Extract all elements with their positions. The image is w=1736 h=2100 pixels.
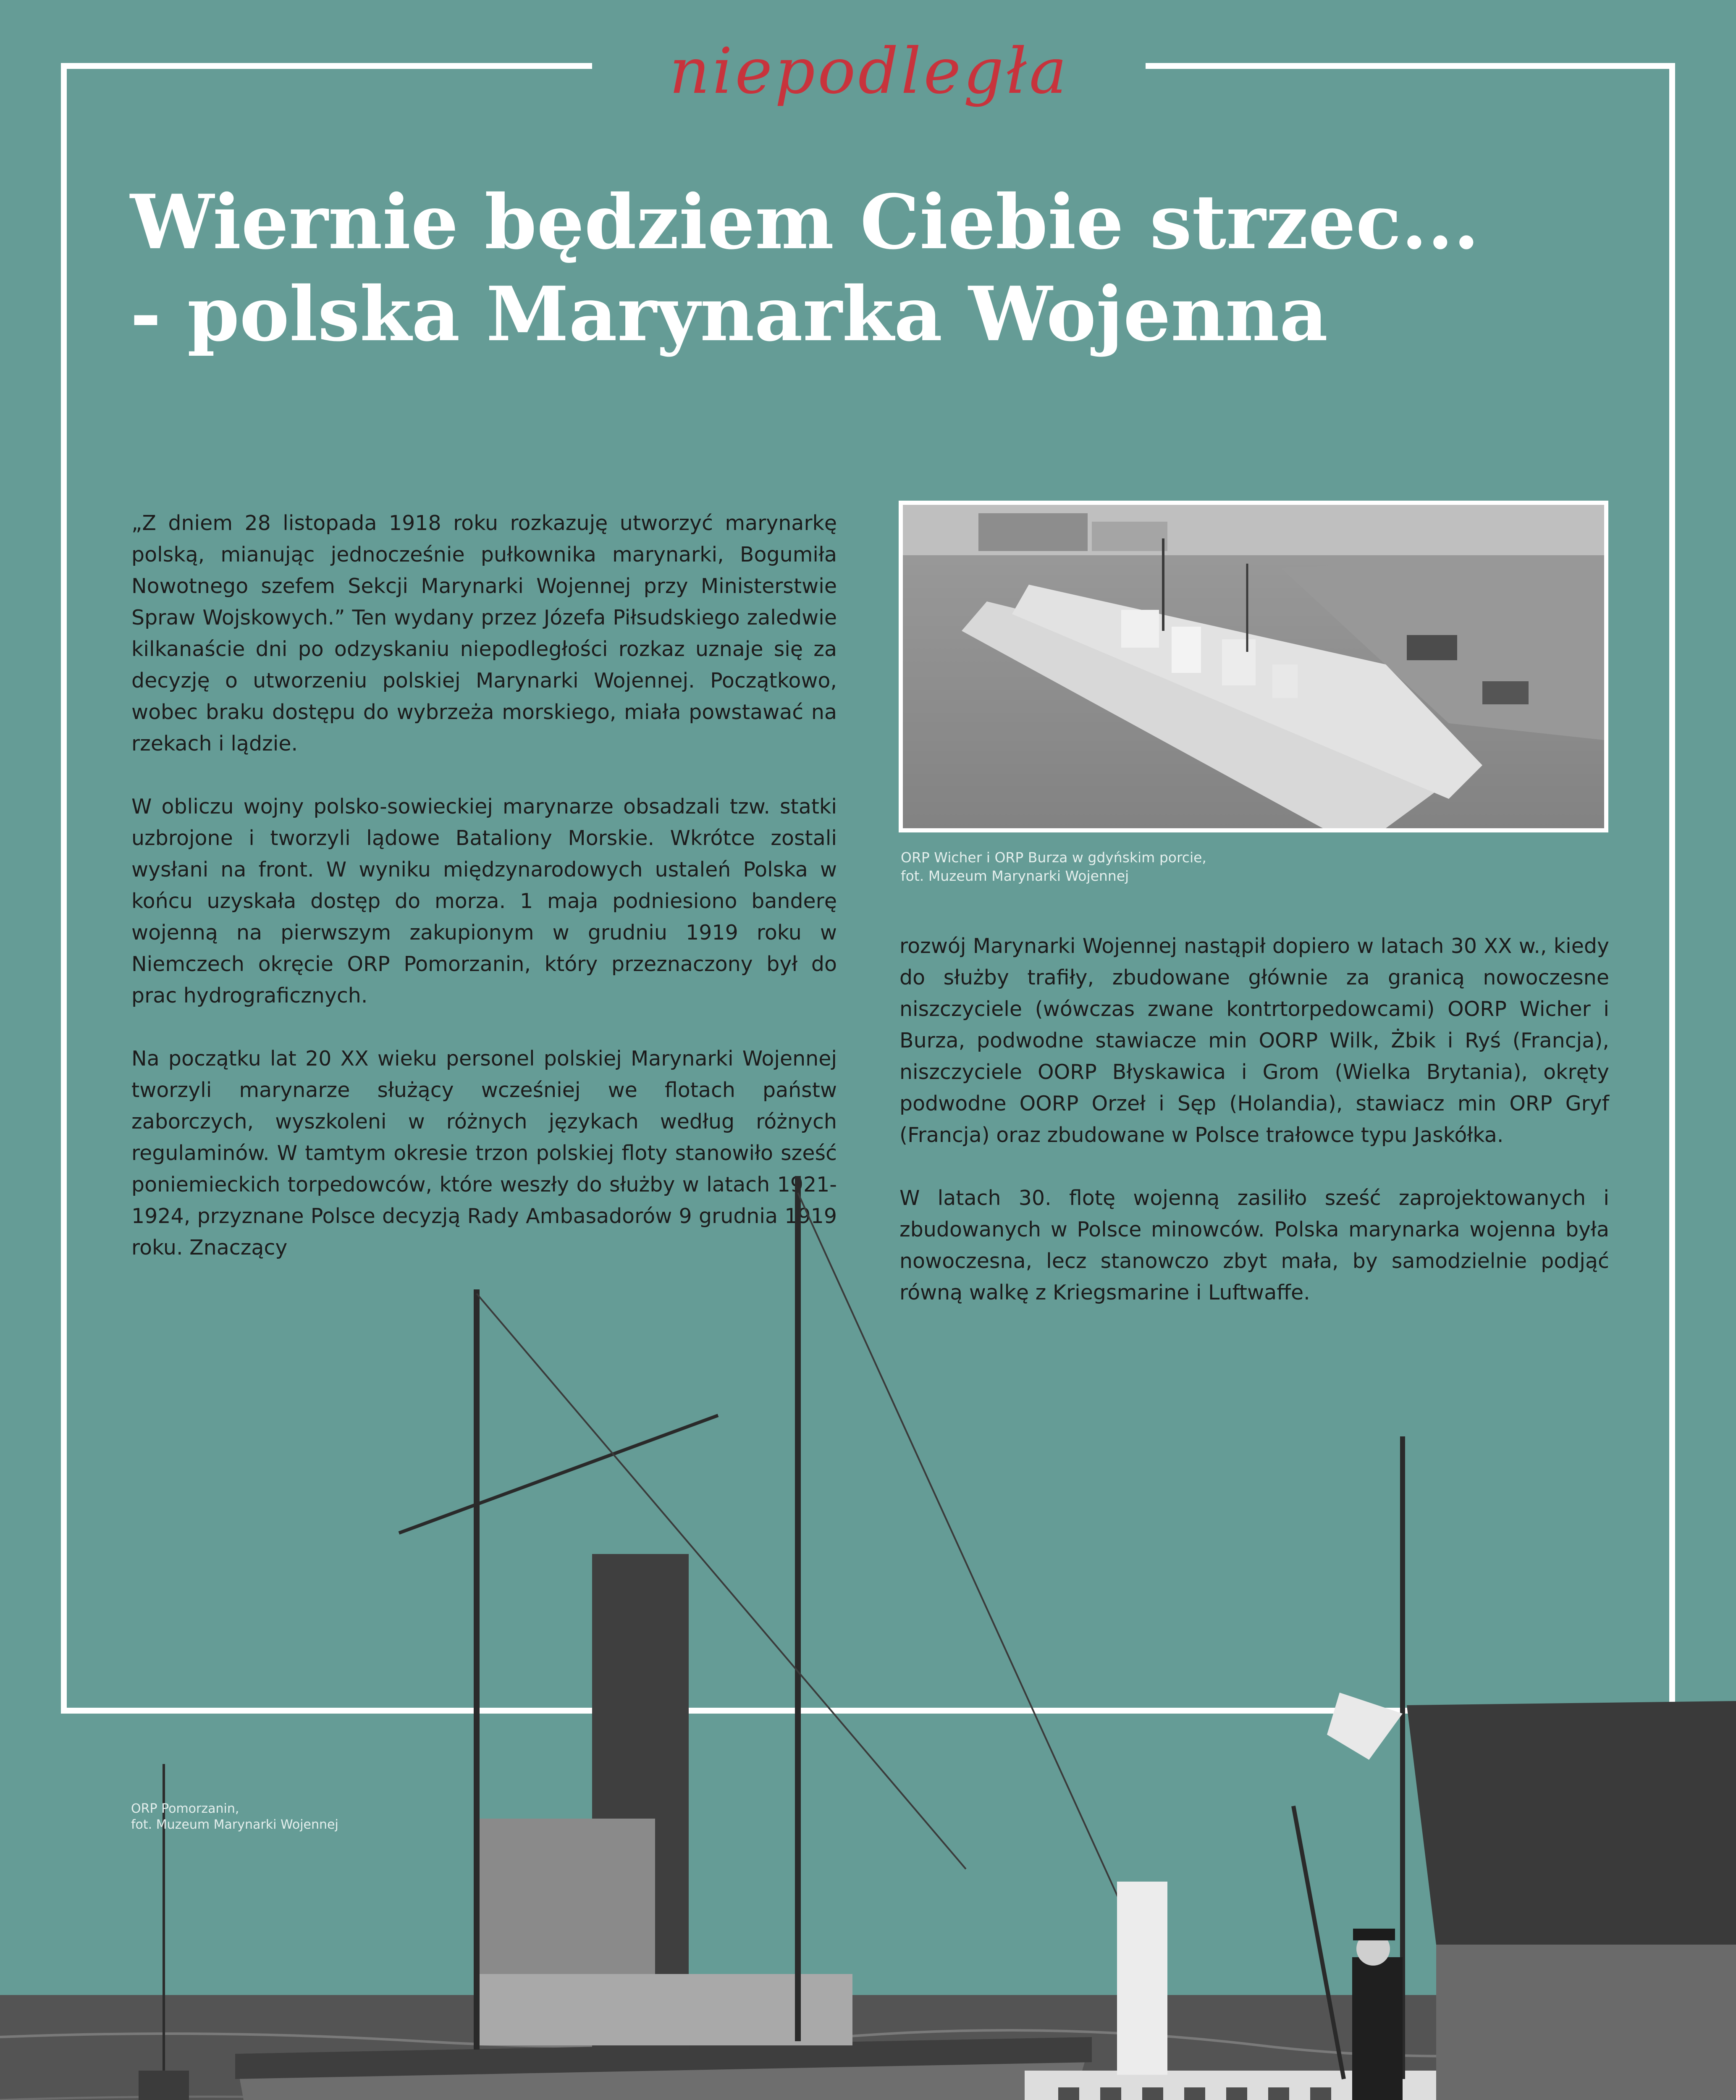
right-paragraph-2: W latach 30. flotę wojenną zasiliło sześć zaprojektowanych i zbudowanych w Polsce minowców. Polska marynarka wojenna była nowoczesna, lecz stanowczo zbyt mała, by samodzielnie podjąć równą walkę z Kriegsmarine i Luftwaffe. — [899, 1186, 1609, 1305]
photo-orp-wicher-burza — [899, 501, 1608, 832]
title-line-1: Wiernie będziem Ciebie strzec... — [130, 178, 1479, 266]
right-paragraph-1: rozwój Marynarki Wojennej nastąpił dopiero w latach 30 XX w., kiedy do służby trafiły, zbudowane głównie za granicą nowoczesne niszczyciele (wówczas zwane kontrtorpedowcami) OORP Wicher i Burza, podwodne stawiacze min OORP Wilk, Żbik i Ryś (Francja), niszczyciele OORP Błyskawica i Grom (Wielka Brytania), okręty podwodne OORP Orzeł i Sęp (Holandia), stawiacz min ORP Gryf (Francja) oraz zbudowane w Polsce trałowce typu Jaskółka. — [899, 934, 1609, 1147]
frame-top-left — [61, 63, 592, 69]
bottom-caption-line-1: ORP Pomorzanin, — [131, 1801, 239, 1816]
logo-text: niepodległa — [669, 35, 1070, 108]
left-paragraph-1: „Z dniem 28 listopada 1918 roku rozkazuję utworzyć marynarkę polską, mianując jednocześnie pułkownika marynarki, Bogumiła Nowotnego szefem Sekcji Marynarki Wojennej przy Ministerstwie Spraw Wojskowych.” Ten wydany przez Józefa Piłsudskiego zaledwie kilkanaście dni po odzyskaniu niepodległości rozkaz uznaje się za decyzję o utworzeniu polskiej Marynarki Wojennej. Początkowo, wobec braku dostępu do wybrzeża morskiego, miała powstawać na rzekach i lądzie. — [131, 511, 837, 756]
bottom-caption-line-2: fot. Muzeum Marynarki Wojennej — [131, 1817, 338, 1832]
top-caption-line-2: fot. Muzeum Marynarki Wojennej — [901, 868, 1129, 884]
page-title — [130, 176, 1642, 360]
title-line-2: - polska Marynarka Wojenna — [130, 270, 1328, 358]
left-paragraph-2: W obliczu wojny polsko-sowieckiej marynarze obsadzali tzw. statki uzbrojone i tworzyli lądowe Bataliony Morskie. Wkrótce zostali wysłani na front. W wyniku międzynarodowych ustaleń Polska w końcu uzyskała dostęp do morza. 1 maja podniesiono banderę wojenną na pierwszym zakupionym w grudniu 1919 roku w Niemczech okręcie ORP Pomorzanin, który przeznaczony był do prac hydrograficznych. — [131, 795, 837, 1008]
bottom-photo-caption — [131, 1801, 425, 1833]
photo-orp-pomorzanin — [0, 1176, 1736, 2100]
niepodlegla-logo — [638, 4, 1100, 139]
left-paragraph-3: Na początku lat 20 XX wieku personel polskiej Marynarki Wojennej tworzyli marynarze służący wcześniej we flotach państw zaborczych, wyszkoleni w różnych językach według różnych regulaminów. W tamtym okresie trzon polskiej floty stanowiło sześć poniemieckich torpedowców, które weszły do służby w latach 1921-1924, przyznane Polsce decyzją Rady Ambasadorów 9 grudnia 1919 roku. Znaczący — [131, 1047, 837, 1260]
frame-top-right — [1146, 63, 1675, 69]
top-photo-caption — [901, 848, 1321, 885]
top-caption-line-1: ORP Wicher i ORP Burza w gdyńskim porcie, — [901, 849, 1206, 866]
destroyers-illustration — [903, 505, 1604, 828]
